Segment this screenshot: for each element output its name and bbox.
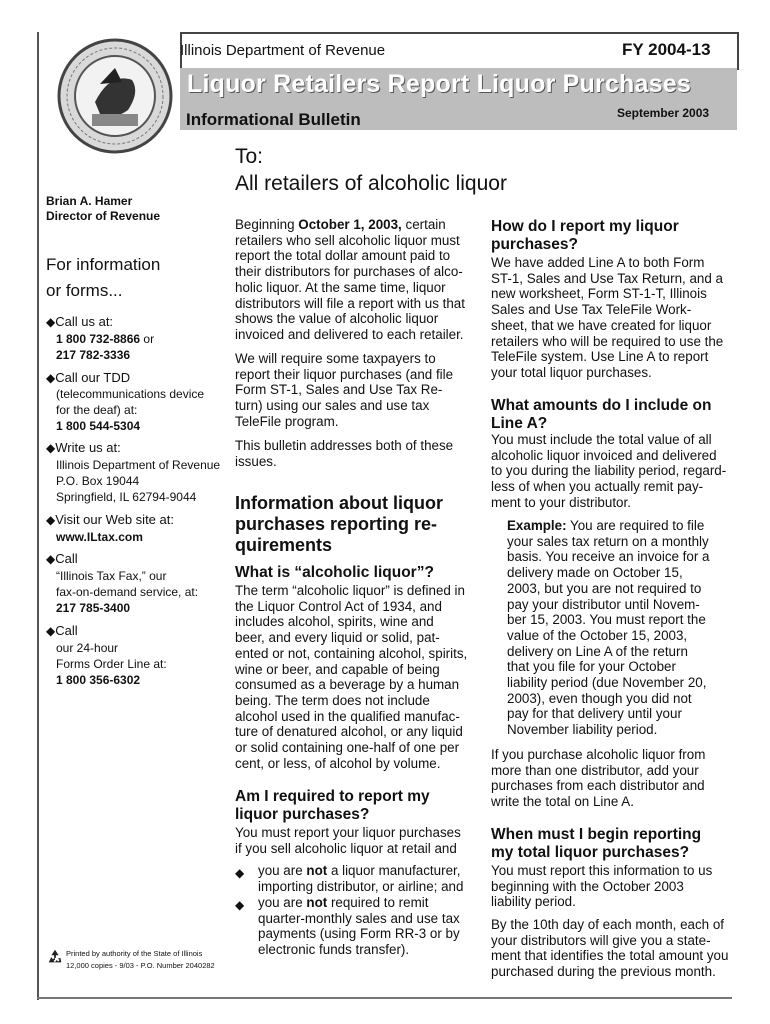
example-line: value of the October 15, 2003, — [507, 627, 688, 643]
tdd-label — [46, 370, 130, 386]
info-about-heading — [235, 493, 475, 556]
multi-line: If you purchase alcoholic liquor from — [491, 747, 706, 762]
info-heading-line1: For information — [46, 255, 161, 274]
bullet-2-line-1 — [258, 895, 478, 911]
amt-body-line: You must include the total value of all — [491, 432, 712, 447]
b2-a: you are — [258, 895, 307, 910]
bullet-1-line-1 — [258, 863, 478, 879]
to-label: To: — [235, 145, 264, 168]
address-line-2: P.O. Box 19044 — [56, 474, 140, 488]
fax-phone: 217 785-3400 — [56, 601, 131, 615]
col1-intro — [235, 217, 470, 343]
telefile-line: TeleFile program. — [235, 413, 339, 429]
how-line: purchases? — [491, 236, 579, 253]
amt-body-line: to you during the liability period, regard- — [491, 463, 727, 479]
tdd-desc-2: for the deaf) at: — [56, 403, 138, 417]
call2-text: Call — [55, 551, 78, 566]
print-footer — [66, 948, 215, 972]
footer-line-2: 12,000 copies - 9/03 - P.O. Number 2040282 — [66, 961, 215, 970]
how-line: How do I report my liquor — [491, 218, 679, 235]
web-label — [46, 512, 174, 528]
amt-body-line: less of when you actually remit pay- — [491, 479, 704, 495]
how-report-heading — [491, 218, 679, 254]
tenth-day-body — [491, 917, 736, 980]
department-name: Illinois Department of Revenue — [180, 42, 386, 59]
amt-body-line: alcoholic liquor invoiced and delivered — [491, 447, 717, 463]
intro-start: Beginning — [235, 217, 299, 232]
example-label: Example: — [507, 518, 567, 533]
b1-a: you are — [258, 863, 307, 878]
example-line: liability period (due November 20, — [507, 675, 707, 691]
example-first-line — [507, 518, 735, 534]
required-line: liquor purchases? — [235, 806, 370, 823]
how-body-line: ST-1, Sales and Use Tax Return, and a — [491, 270, 723, 286]
diamond-bullet-icon: ◆ — [46, 624, 56, 638]
how-body-line: Sales and Use Tax TeleFile Work- — [491, 302, 692, 318]
state-seal-logo — [40, 32, 182, 154]
example-line: that you file for your October — [507, 659, 676, 675]
tdd-phone: 1 800 544-5304 — [56, 419, 141, 433]
tdd-desc-1: (telecommunications device — [56, 387, 205, 401]
when-body-line: beginning with the October 2003 — [491, 878, 684, 894]
intro-line: distributors will file a report with us that — [235, 295, 465, 311]
what-is-body — [235, 583, 475, 771]
diamond-bullet-icon: ◆ — [46, 513, 56, 527]
info-heading — [46, 252, 160, 304]
intro-line: retailers who sell alcoholic liquor must — [235, 232, 460, 248]
multi-line: purchases from each distributor and — [491, 778, 705, 794]
bullet-2-line: electronic funds transfer). — [258, 942, 410, 958]
what-line: consumed as a beverage by a human — [235, 677, 460, 693]
info-about-line: Information about liquor — [235, 493, 443, 513]
how-body-line: We have added Line A to both Form — [491, 255, 705, 270]
issues-line: issues. — [235, 453, 277, 469]
what-line: beer, and every liquid or solid, pat- — [235, 630, 440, 646]
forms-desc-1: our 24-hour — [56, 641, 119, 655]
info-about-line: quirements — [235, 535, 333, 555]
info-heading-line2: or forms... — [46, 281, 123, 300]
forms-label — [46, 623, 78, 639]
bulletin-date: September 2003 — [617, 106, 710, 120]
how-body-line: new worksheet, Form ST-1-T, Illinois — [491, 286, 707, 302]
when-body — [491, 863, 736, 910]
what-line: includes alcohol, spirits, wine and — [235, 614, 434, 630]
phone-1: 1 800 732-8866 — [56, 332, 141, 346]
what-line: or solid containing one-half of one per — [235, 740, 460, 756]
when-line: When must I begin reporting — [491, 826, 702, 843]
required-body-line: You must report your liquor purchases — [235, 825, 461, 840]
example-line: pay your distributor until Novem- — [507, 596, 700, 612]
issues-line: This bulletin addresses both of these — [235, 438, 454, 453]
audience: All retailers of alcoholic liquor — [235, 172, 507, 195]
tenth-line: purchased during the previous month. — [491, 964, 716, 980]
bottom-frame-rule — [37, 997, 732, 999]
amounts-heading — [491, 397, 711, 433]
bullet-1 — [258, 863, 478, 894]
intro-certain: certain — [405, 217, 446, 232]
call-label — [46, 314, 113, 330]
diamond-bullet-icon: ◆ — [46, 315, 56, 329]
b2-b: required to remit — [327, 895, 429, 910]
what-line: being. The term does not include — [235, 692, 430, 708]
example-line: basis. You receive an invoice for a — [507, 549, 710, 565]
how-body-line: TeleFile system. Use Line A to report — [491, 349, 709, 365]
b1-not: not — [306, 863, 328, 878]
what-line: the Liquor Control Act of 1934, and — [235, 598, 442, 614]
write-label — [46, 440, 121, 456]
director-block — [46, 194, 160, 224]
required-body-line: if you sell alcoholic liquor at retail and — [235, 840, 457, 856]
or-text: or — [143, 332, 155, 346]
footer-line-1: Printed by authority of the State of Illinois — [66, 949, 203, 958]
how-body-line: retailers who will be required to use the — [491, 333, 724, 349]
tdd-label-text: Call our TDD — [55, 370, 131, 385]
call3-text: Call — [55, 623, 78, 638]
left-frame-rule — [37, 32, 39, 1000]
telefile-line: Form ST-1, Sales and Use Tax Re- — [235, 382, 443, 398]
bulletin-type: Informational Bulletin — [186, 110, 361, 129]
diamond-bullet-icon: ◆ — [46, 371, 56, 385]
example-line: delivery on Line A of the return — [507, 643, 688, 659]
what-line: cent, or less, of alcohol by volume. — [235, 755, 441, 771]
telefile-line: turn) using our sales and use tax — [235, 398, 430, 414]
diamond-bullet-icon: ◆ — [235, 866, 245, 880]
web-label-text: Visit our Web site at: — [55, 512, 174, 527]
what-line: wine or beer, and capable of being — [235, 661, 440, 677]
col1-telefile — [235, 351, 470, 430]
what-is-heading: What is “alcoholic liquor”? — [235, 564, 434, 581]
intro-line: report the total dollar amount paid to — [235, 248, 451, 264]
director-name: Brian A. Hamer — [46, 194, 133, 208]
intro-line: shows the value of alcoholic liquor — [235, 311, 439, 327]
forms-phone: 1 800 356-6302 — [56, 673, 141, 687]
tenth-line: ment that identifies the total amount you — [491, 948, 729, 964]
when-body-line: liability period. — [491, 894, 576, 910]
b1-b: a liquor manufacturer, — [327, 863, 461, 878]
required-heading — [235, 788, 430, 824]
fax-label — [46, 551, 78, 567]
how-report-body — [491, 255, 736, 381]
info-about-line: purchases reporting re- — [235, 514, 438, 534]
bullet-2-line: quarter-monthly sales and use tax — [258, 910, 460, 926]
example-line: ber 15, 2003. You must report the — [507, 612, 706, 628]
intro-line: their distributors for purchases of alco- — [235, 264, 463, 280]
web-link[interactable]: www.ILtax.com — [56, 530, 143, 544]
b2-not: not — [306, 895, 328, 910]
amounts-body — [491, 432, 736, 511]
amt-line: Line A? — [491, 415, 548, 432]
intro-line: holic liquor. At the same time, liquor — [235, 279, 446, 295]
tenth-line: By the 10th day of each month, each of — [491, 917, 725, 932]
telefile-line: We will require some taxpayers to — [235, 351, 436, 366]
multi-line: write the total on Line A. — [491, 794, 634, 810]
multi-distributor-body — [491, 747, 736, 810]
when-line: my total liquor purchases? — [491, 844, 690, 861]
example-block — [507, 518, 735, 738]
when-body-line: You must report this information to us — [491, 863, 713, 878]
diamond-bullet-icon: ◆ — [46, 552, 56, 566]
phone-2: 217 782-3336 — [56, 348, 131, 362]
required-body — [235, 825, 475, 856]
example-line: delivery made on October 15, — [507, 565, 683, 581]
example-line: November liability period. — [507, 722, 658, 738]
director-title: Director of Revenue — [46, 209, 161, 223]
bullet-1-line-2: importing distributor, or airline; and — [258, 878, 464, 894]
tenth-line: your distributors will give you a state- — [491, 932, 711, 948]
what-line: ture of denatured alcohol, or any liquid — [235, 724, 463, 740]
diamond-bullet-icon: ◆ — [235, 898, 245, 912]
bulletin-title: Liquor Retailers Report Liquor Purchases — [187, 70, 691, 98]
how-body-line: your total liquor purchases. — [491, 364, 652, 380]
bullet-2 — [258, 895, 478, 958]
what-line: alcohol used in the qualified manufac- — [235, 708, 460, 724]
multi-line: more than one distributor, add your — [491, 762, 699, 778]
call-label-text: Call us at: — [55, 314, 114, 329]
what-line: The term “alcoholic liquor” is defined in — [235, 583, 465, 598]
example-line: your sales tax return on a monthly — [507, 533, 709, 549]
how-body-line: sheet, that we have created for liquor — [491, 317, 712, 333]
amt-body-line: ment to your distributor. — [491, 494, 631, 510]
amt-line: What amounts do I include on — [491, 397, 712, 414]
diamond-bullet-icon: ◆ — [46, 441, 56, 455]
fiscal-number: FY 2004-13 — [622, 40, 711, 59]
example-first: You are required to file — [566, 518, 705, 533]
when-heading — [491, 826, 701, 862]
forms-desc-2: Forms Order Line at: — [56, 657, 167, 671]
recycle-icon — [46, 948, 64, 966]
what-line: ented or not, containing alcohol, spirits, — [235, 645, 468, 661]
intro-line-1 — [235, 217, 470, 233]
bullet-2-line: payments (using Form RR-3 or by — [258, 926, 460, 942]
write-label-text: Write us at: — [55, 440, 121, 455]
required-line: Am I required to report my — [235, 788, 430, 805]
fax-desc-1: “Illinois Tax Fax,” our — [56, 569, 167, 583]
fax-desc-2: fax-on-demand service, at: — [56, 585, 199, 599]
example-line: pay for that delivery until your — [507, 706, 682, 722]
example-line: 2003), even though you did not — [507, 690, 692, 706]
col1-issues — [235, 438, 470, 469]
address-line-1: Illinois Department of Revenue — [56, 458, 221, 472]
address-line-3: Springfield, IL 62794-9044 — [56, 490, 197, 504]
telefile-line: report their liquor purchases (and file — [235, 366, 454, 382]
phone-line — [56, 331, 154, 347]
example-line: 2003, but you are not required to — [507, 580, 702, 596]
intro-line: invoiced and delivered to each retailer. — [235, 326, 464, 342]
intro-date: October 1, 2003, — [298, 217, 402, 232]
